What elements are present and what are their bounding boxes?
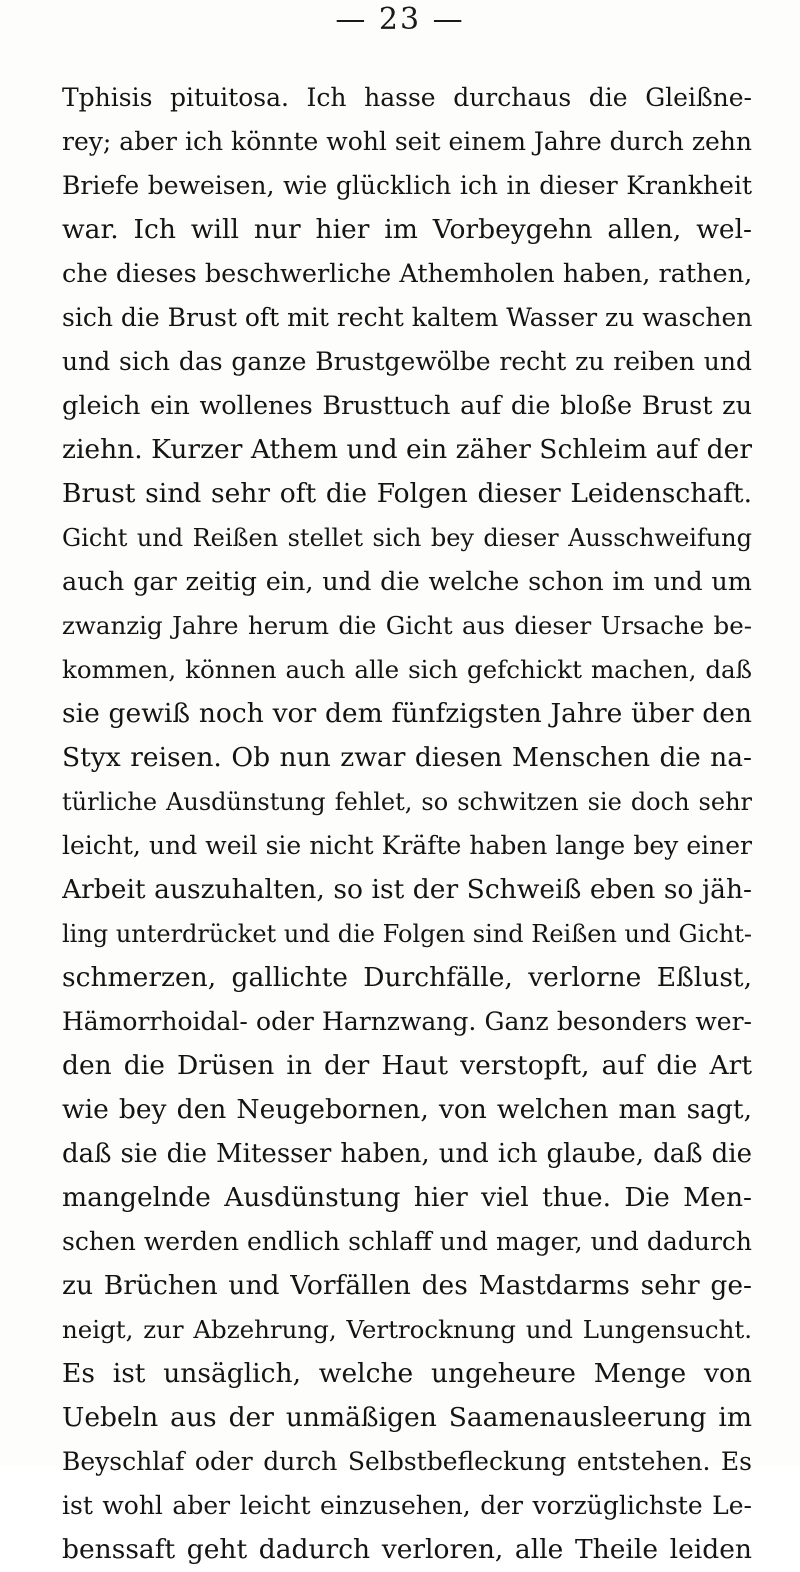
text-line: Gicht und Reißen stellet sich bey dieser Ausschweifung: [62, 524, 752, 552]
text-line: war. Ich will nur hier im Vorbeygehn allen, wel-: [62, 214, 752, 245]
text-line: leicht, und weil sie nicht Kräfte haben lange bey einer: [62, 831, 752, 860]
text-line: Es ist unsäglich, welche ungeheure Menge von: [62, 1358, 752, 1389]
text-line: sie gewiß noch vor dem fünfzigsten Jahre über den: [62, 698, 752, 729]
text-line: Beyschlaf oder durch Selbstbefleckung entstehen. Es: [62, 1447, 752, 1476]
text-line: den die Drüsen in der Haut verstopft, auf die Art: [62, 1050, 752, 1081]
text-line: Styx reisen. Ob nun zwar diesen Menschen die na-: [62, 742, 752, 773]
text-line: neigt, zur Abzehrung, Vertrocknung und Lungensucht.: [62, 1315, 752, 1344]
page-number: — 23 —: [335, 2, 465, 37]
text-line: wie bey den Neugebornen, von welchen man sagt,: [62, 1094, 752, 1125]
text-line: Tphisis pituitosa. Ich hasse durchaus die Gleißne-: [62, 83, 752, 112]
text-line: türliche Ausdünstung fehlet, so schwitzen sie doch sehr: [62, 788, 752, 816]
text-line: daß sie die Mitesser haben, und ich glaube, daß die: [62, 1139, 752, 1169]
text-line: ling unterdrücket und die Folgen sind Reißen und Gicht-: [62, 920, 752, 948]
text-line: rey; aber ich könnte wohl seit einem Jahre durch zehn: [62, 127, 752, 156]
body-text: [62, 76, 752, 1572]
text-line: che dieses beschwerliche Athemholen haben, rathen,: [62, 259, 752, 289]
text-line: Uebeln aus der unmäßigen Saamenausleerung im: [62, 1402, 752, 1433]
text-line: zwanzig Jahre herum die Gicht aus dieser Ursache be-: [62, 611, 752, 640]
text-line: Hämorrhoidal- oder Harnzwang. Ganz besonders wer-: [62, 1007, 752, 1036]
text-line: Briefe beweisen, wie glücklich ich in dieser Krankheit: [62, 171, 752, 200]
text-line: mangelnde Ausdünstung hier viel thue. Die Men-: [62, 1182, 752, 1213]
text-line: schen werden endlich schlaff und mager, und dadurch: [62, 1227, 752, 1256]
text-line: ziehn. Kurzer Athem und ein zäher Schleim auf der: [62, 434, 752, 465]
text-line: auch gar zeitig ein, und die welche schon im und um: [62, 567, 752, 597]
text-line: zu Brüchen und Vorfällen des Mastdarms sehr ge-: [62, 1270, 752, 1301]
text-line: schmerzen, gallichte Durchfälle, verlorne Eßlust,: [62, 962, 752, 993]
text-line: kommen, können auch alle sich gefchickt machen, daß: [62, 655, 752, 684]
text-line: benssaft geht dadurch verloren, alle Theile leiden: [62, 1534, 752, 1565]
text-line: sich die Brust oft mit recht kaltem Wasser zu waschen: [62, 303, 752, 332]
text-line: Brust sind sehr oft die Folgen dieser Leidenschaft.: [62, 478, 752, 509]
text-line: Arbeit auszuhalten, so ist der Schweiß eben so jäh-: [62, 874, 752, 905]
text-line: gleich ein wollenes Brusttuch auf die bloße Brust zu: [62, 391, 752, 421]
text-line: ist wohl aber leicht einzusehen, der vorzüglichste Le-: [62, 1491, 752, 1520]
text-line: und sich das ganze Brustgewölbe recht zu reiben und: [62, 347, 752, 376]
